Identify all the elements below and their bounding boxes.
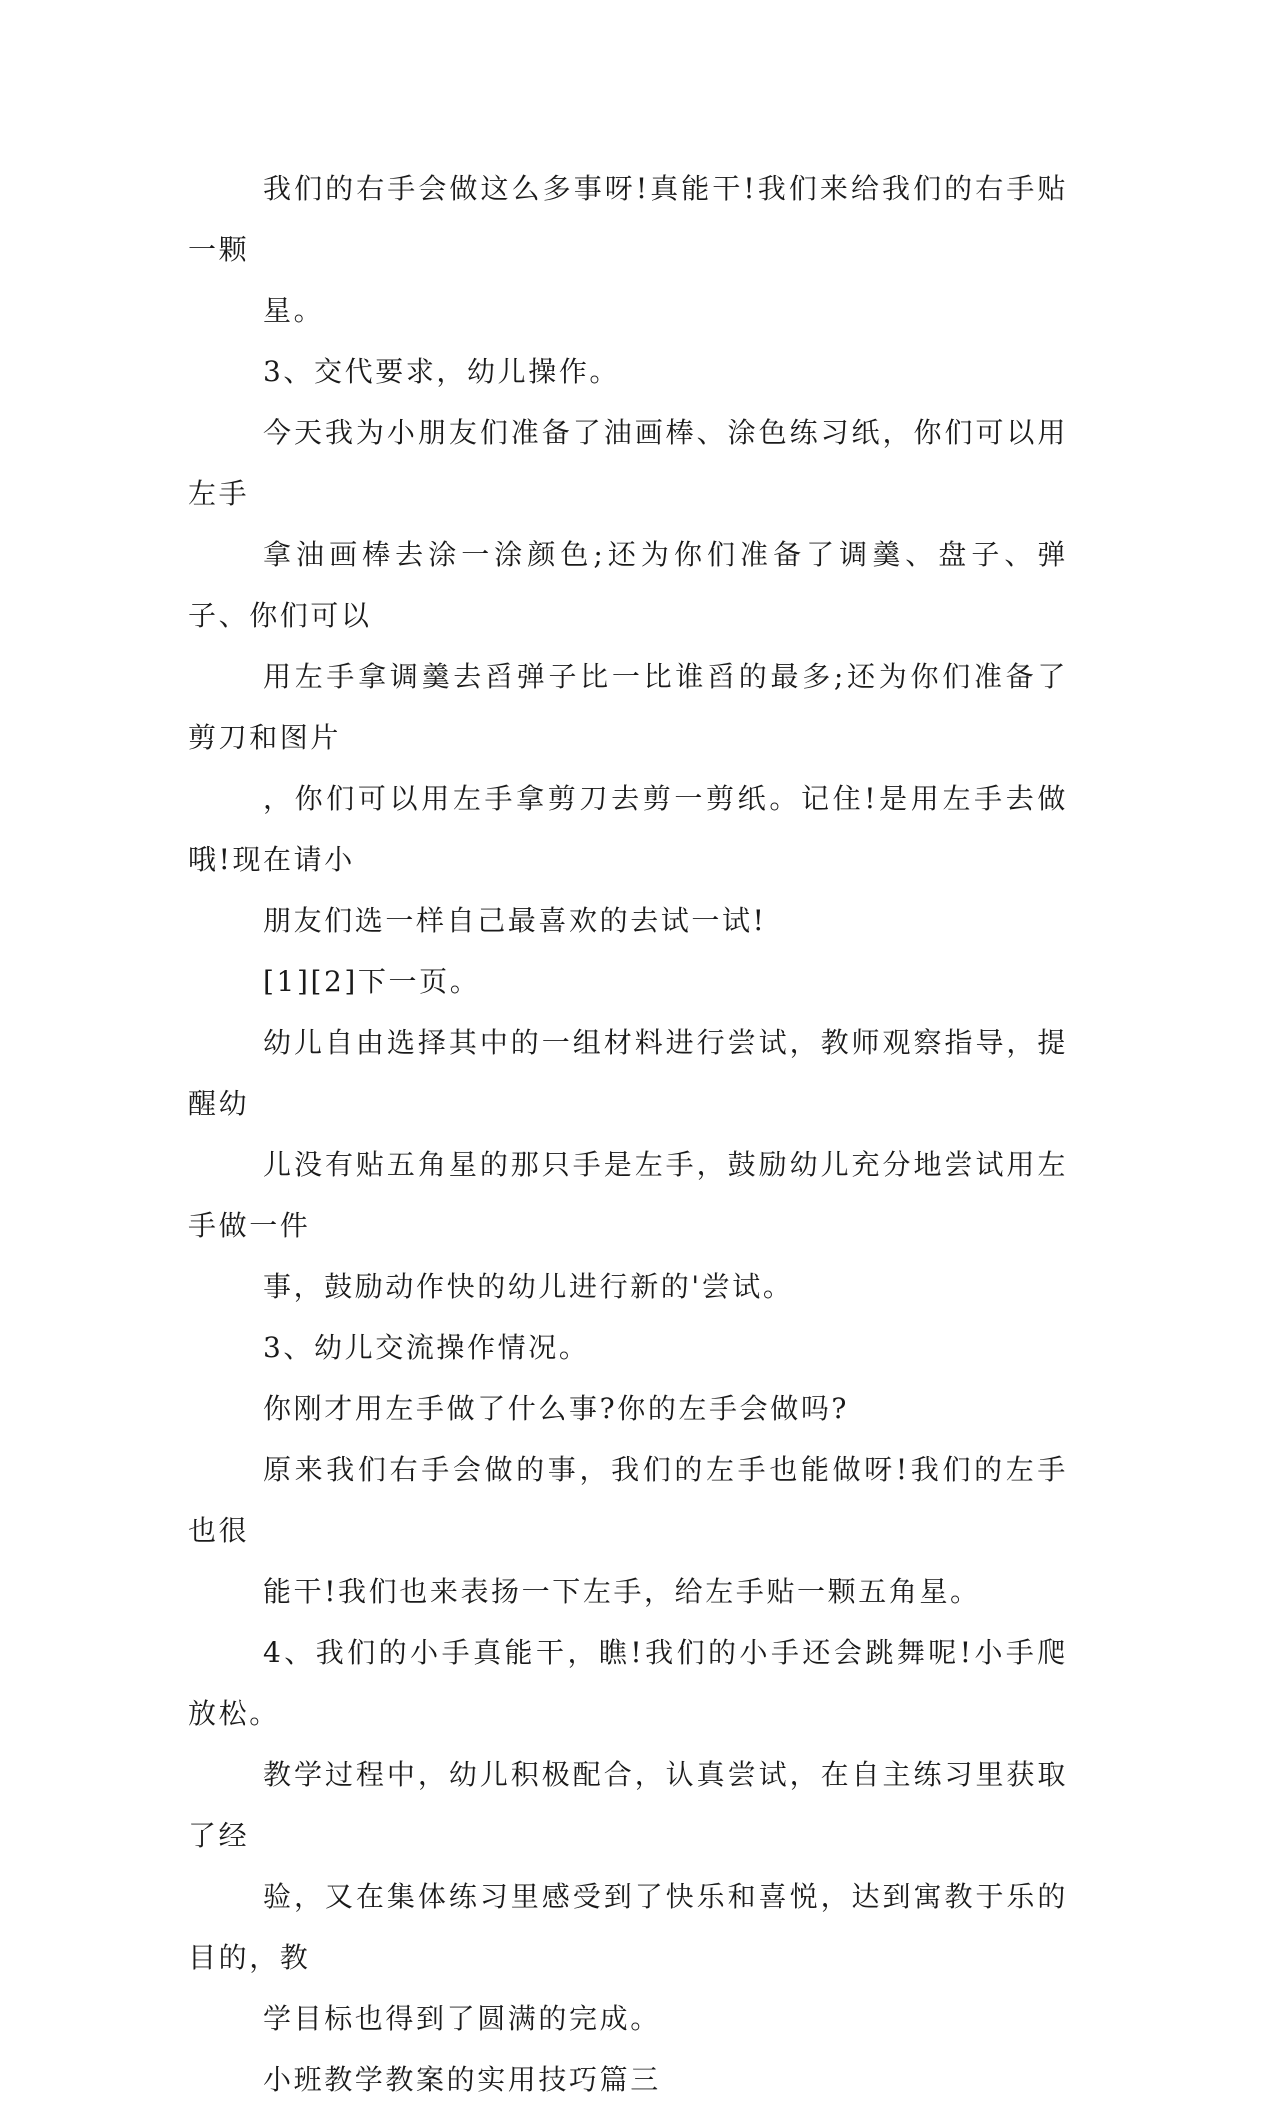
text-line: 幼儿自由选择其中的一组材料进行尝试，教师观察指导，提醒幼 bbox=[188, 1026, 1068, 1120]
text-line: 拿油画棒去涂一涂颜色;还为你们准备了调羹、盘子、弹子、你们可以 bbox=[188, 538, 1068, 632]
text-line: 小班教学教案的实用技巧篇三 bbox=[263, 2063, 661, 2096]
paragraph-left-hand-praise bbox=[188, 1439, 1068, 1622]
paragraph-question bbox=[188, 1378, 1068, 1439]
text-line: 原来我们右手会做的事，我们的左手也能做呀!我们的左手也很 bbox=[188, 1453, 1068, 1547]
text-line: 3、交代要求，幼儿操作。 bbox=[263, 355, 621, 388]
section-heading-dance bbox=[188, 1622, 1068, 1744]
text-line: 事，鼓励动作快的幼儿进行新的'尝试。 bbox=[263, 1270, 794, 1303]
text-line: 教学过程中，幼儿积极配合，认真尝试，在自主练习里获取了经 bbox=[188, 1758, 1068, 1852]
text-line: 你刚才用左手做了什么事?你的左手会做吗? bbox=[263, 1392, 850, 1425]
text-line: ，你们可以用左手拿剪刀去剪一剪纸。记住!是用左手去做哦!现在请小 bbox=[188, 782, 1068, 876]
text-line: 验，又在集体练习里感受到了快乐和喜悦，达到寓教于乐的目的，教 bbox=[188, 1880, 1068, 1974]
text-line: 3、幼儿交流操作情况。 bbox=[263, 1331, 590, 1364]
document-body bbox=[188, 158, 1068, 2110]
section-heading-requirements bbox=[188, 341, 1068, 402]
text-line: 学目标也得到了圆满的完成。 bbox=[263, 2002, 661, 2035]
text-line: 用左手拿调羹去舀弹子比一比谁舀的最多;还为你们准备了剪刀和图片 bbox=[188, 660, 1068, 754]
paragraph-right-hand-star bbox=[188, 158, 1068, 341]
text-line: 能干!我们也来表扬一下左手，给左手贴一颗五角星。 bbox=[263, 1575, 981, 1608]
text-line: 朋友们选一样自己最喜欢的去试一试! bbox=[263, 904, 767, 937]
paragraph-reflection bbox=[188, 1744, 1068, 2049]
section-title-part-three bbox=[188, 2049, 1068, 2110]
text-line: 今天我为小朋友们准备了油画棒、涂色练习纸，你们可以用左手 bbox=[188, 416, 1068, 510]
text-line: 我们的右手会做这么多事呀!真能干!我们来给我们的右手贴一颗 bbox=[188, 172, 1068, 266]
text-line: [1][2]下一页。 bbox=[263, 965, 481, 998]
paragraph-materials bbox=[188, 402, 1068, 951]
page-navigation-text bbox=[188, 951, 1068, 1012]
paragraph-free-choice bbox=[188, 1012, 1068, 1317]
text-line: 儿没有贴五角星的那只手是左手，鼓励幼儿充分地尝试用左手做一件 bbox=[188, 1148, 1068, 1242]
section-heading-exchange bbox=[188, 1317, 1068, 1378]
text-line: 4、我们的小手真能干，瞧!我们的小手还会跳舞呢!小手爬放松。 bbox=[188, 1636, 1068, 1730]
text-line: 星。 bbox=[263, 294, 325, 327]
